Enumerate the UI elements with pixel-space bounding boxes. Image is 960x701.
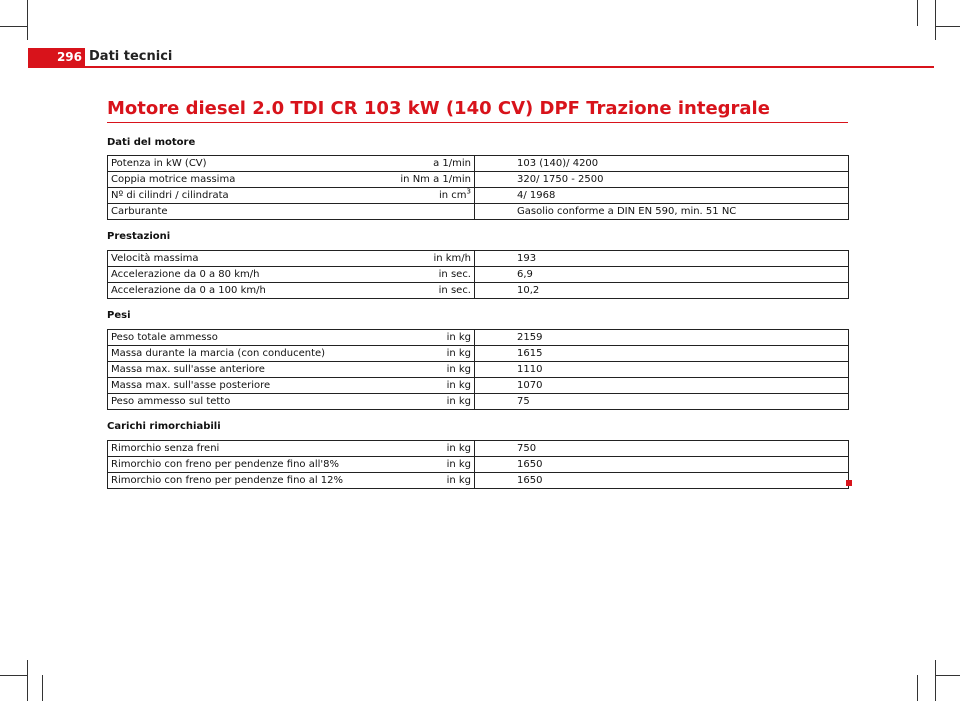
- row-unit: a 1/min: [385, 156, 475, 172]
- row-value: 1110: [475, 362, 849, 378]
- row-label: Massa max. sull'asse anteriore: [108, 362, 385, 378]
- crop-mark: [27, 660, 28, 701]
- section-heading: Prestazioni: [107, 231, 171, 242]
- row-unit: in kg: [385, 473, 475, 489]
- row-label: Accelerazione da 0 a 80 km/h: [108, 267, 385, 283]
- crop-mark: [0, 26, 28, 27]
- table-row: [108, 188, 849, 204]
- row-value: 6,9: [475, 267, 849, 283]
- end-of-section-marker: [846, 480, 852, 486]
- table-row: [108, 457, 849, 473]
- row-unit: in sec.: [385, 267, 475, 283]
- crop-mark: [917, 675, 918, 701]
- row-label: Peso ammesso sul tetto: [108, 394, 385, 410]
- table-row: [108, 204, 849, 220]
- row-value: 193: [475, 251, 849, 267]
- table-row: [108, 172, 849, 188]
- title-rule: [107, 122, 848, 123]
- section-heading: Pesi: [107, 310, 131, 321]
- row-label: Potenza in kW (CV): [108, 156, 385, 172]
- page-number: 296: [28, 48, 85, 66]
- table-row: [108, 251, 849, 267]
- crop-mark: [27, 0, 28, 40]
- spec-table-performance: [107, 250, 849, 299]
- row-label: Carburante: [108, 204, 385, 220]
- row-label: Accelerazione da 0 a 100 km/h: [108, 283, 385, 299]
- section-name: Dati tecnici: [89, 49, 173, 64]
- table-row: [108, 283, 849, 299]
- row-value: 1650: [475, 473, 849, 489]
- crop-mark: [0, 675, 28, 676]
- row-unit: in kg: [385, 441, 475, 457]
- row-value: 1615: [475, 346, 849, 362]
- crop-mark: [917, 0, 918, 26]
- row-value: 1650: [475, 457, 849, 473]
- unit-superscript: 3: [466, 187, 471, 196]
- row-unit: in Nm a 1/min: [385, 172, 475, 188]
- row-unit: [385, 188, 475, 204]
- row-unit: in kg: [385, 346, 475, 362]
- row-unit: [385, 204, 475, 220]
- row-value: 4/ 1968: [475, 188, 849, 204]
- spec-content: [107, 136, 848, 489]
- spec-table-towing: [107, 440, 849, 489]
- row-value: Gasolio conforme a DIN EN 590, min. 51 NC: [475, 204, 849, 220]
- table-row: [108, 441, 849, 457]
- row-unit: in kg: [385, 457, 475, 473]
- unit-text: in cm: [438, 190, 467, 201]
- crop-mark: [935, 0, 936, 40]
- table-row: [108, 330, 849, 346]
- row-label: Massa durante la marcia (con conducente): [108, 346, 385, 362]
- row-label: Velocità massima: [108, 251, 385, 267]
- page-title: Motore diesel 2.0 TDI CR 103 kW (140 CV) DPF Trazione integrale: [107, 98, 770, 119]
- crop-mark: [935, 26, 960, 27]
- header-rule: [28, 66, 934, 68]
- crop-mark: [935, 675, 960, 676]
- table-row: [108, 473, 849, 489]
- row-value: 1070: [475, 378, 849, 394]
- row-label: Peso totale ammesso: [108, 330, 385, 346]
- table-row: [108, 346, 849, 362]
- row-label: Rimorchio senza freni: [108, 441, 385, 457]
- crop-mark: [935, 660, 936, 701]
- row-unit: in kg: [385, 330, 475, 346]
- row-label: Rimorchio con freno per pendenze fino all'8%: [108, 457, 385, 473]
- section-heading: Dati del motore: [107, 137, 196, 148]
- row-unit: in km/h: [385, 251, 475, 267]
- row-value: 320/ 1750 - 2500: [475, 172, 849, 188]
- row-label: Massa max. sull'asse posteriore: [108, 378, 385, 394]
- row-unit: in kg: [385, 362, 475, 378]
- table-row: [108, 267, 849, 283]
- spec-table-weights: [107, 329, 849, 410]
- row-value: 2159: [475, 330, 849, 346]
- row-label: Coppia motrice massima: [108, 172, 385, 188]
- row-unit: in kg: [385, 394, 475, 410]
- row-value: 103 (140)/ 4200: [475, 156, 849, 172]
- table-row: [108, 156, 849, 172]
- row-value: 10,2: [475, 283, 849, 299]
- spec-table-engine: [107, 155, 849, 220]
- table-row: [108, 394, 849, 410]
- row-label: Rimorchio con freno per pendenze fino al 12%: [108, 473, 385, 489]
- row-unit: in kg: [385, 378, 475, 394]
- row-value: 750: [475, 441, 849, 457]
- row-label: Nº di cilindri / cilindrata: [108, 188, 385, 204]
- table-row: [108, 378, 849, 394]
- table-row: [108, 362, 849, 378]
- crop-mark: [42, 675, 43, 701]
- section-heading: Carichi rimorchiabili: [107, 421, 221, 432]
- row-value: 75: [475, 394, 849, 410]
- row-unit: in sec.: [385, 283, 475, 299]
